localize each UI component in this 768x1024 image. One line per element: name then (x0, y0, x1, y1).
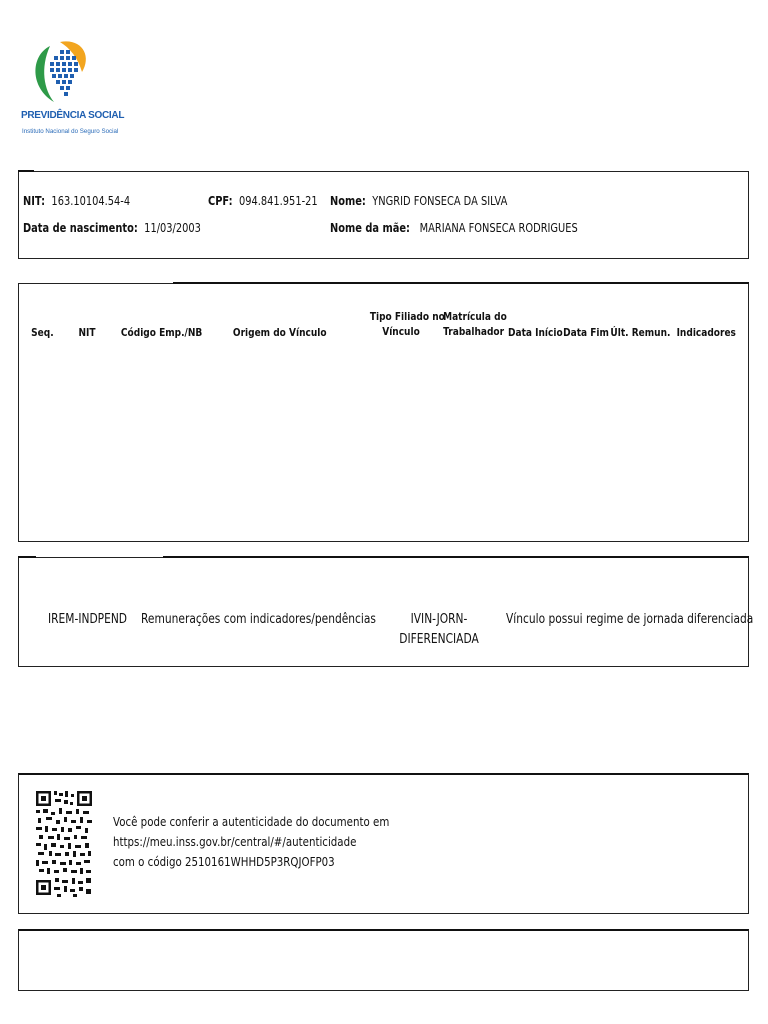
qr-code-icon (35, 790, 93, 898)
nascimento-value: 11/03/2003 (144, 221, 201, 235)
column-header: NIT (78, 326, 96, 339)
identification-section (18, 171, 749, 259)
logo-subtitle: Instituto Nacional do Seguro Social (22, 128, 119, 135)
cpf-field (208, 194, 318, 208)
column-header: Data Início (508, 326, 563, 339)
section-tab (18, 170, 34, 172)
section-tab (18, 556, 36, 558)
vinculos-section (18, 283, 749, 542)
previdencia-logo-icon (20, 36, 106, 140)
column-header: Origem do Vínculo (232, 326, 327, 339)
nit-value: 163.10104.54-4 (51, 194, 131, 208)
nome-field (330, 194, 507, 208)
column-header: Data Fim (563, 326, 609, 339)
mae-label: Nome da mãe: (330, 221, 410, 235)
column-header: Últ. Remun. (610, 326, 671, 339)
nome-label: Nome: (330, 194, 366, 208)
cpf-label: CPF: (208, 194, 233, 208)
autenticidade-code: com o código 2510161WHHD5P3RQJOFP03 (113, 854, 335, 869)
nome-value: YNGRID FONSECA DA SILVA (372, 194, 508, 208)
nit-label: NIT: (23, 194, 46, 208)
legend-description: Vínculo possui regime de jornada diferenciada (506, 612, 754, 627)
legend-code: IREM-INDPEND (48, 612, 128, 627)
column-header: Código Emp./NB (120, 326, 203, 339)
legenda-section (18, 557, 754, 667)
autenticidade-url: https://meu.inss.gov.br/central/#/autenticidade (113, 834, 357, 849)
logo-title: PREVIDÊNCIA SOCIAL (21, 110, 125, 121)
nit-field (23, 194, 130, 208)
cpf-value: 094.841.951-21 (238, 194, 318, 208)
column-header: Matrícula do Trabalhador (443, 310, 507, 338)
section-tab (163, 556, 749, 558)
section-tab (173, 282, 749, 284)
autenticidade-line: Você pode conferir a autenticidade do documento em (113, 814, 390, 829)
column-header: Indicadores (676, 326, 736, 339)
autenticidade-text (113, 812, 389, 872)
footer-section (18, 929, 749, 991)
column-header: Seq. (31, 326, 54, 339)
mae-field (330, 221, 578, 235)
column-header: Tipo Filiado no Vínculo (369, 310, 445, 338)
legend-description: Remunerações com indicadores/pendências (141, 612, 376, 627)
mae-value: MARIANA FONSECA RODRIGUES (419, 221, 578, 235)
legend-code: IVIN-JORN- DIFERENCIADA (399, 612, 479, 647)
nascimento-label: Data de nascimento: (23, 221, 138, 235)
nascimento-field (23, 221, 201, 235)
